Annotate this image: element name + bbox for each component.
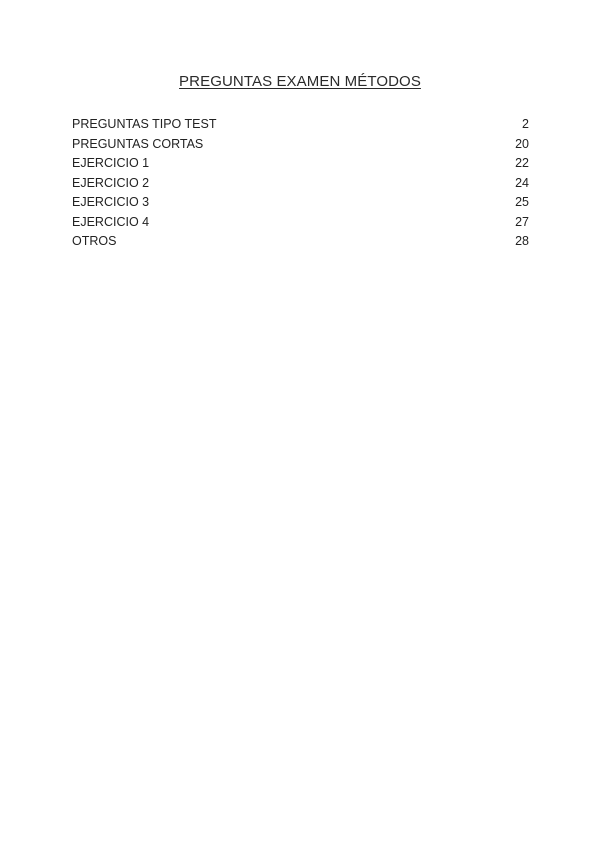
table-of-contents [72,117,529,254]
toc-entry-ejercicio-3[interactable] [72,195,529,215]
toc-entry-label: PREGUNTAS CORTAS [72,136,204,151]
toc-entry-ejercicio-4[interactable] [72,215,529,235]
toc-entry-label: PREGUNTAS TIPO TEST [72,117,217,131]
toc-entry-label: EJERCICIO 3 [72,195,150,209]
toc-entry-ejercicio-1[interactable] [72,156,529,176]
toc-entry-page-number: 2 [522,117,529,131]
toc-entry-page-number: 27 [515,214,529,229]
toc-entry-preguntas-cortas[interactable] [72,137,529,157]
toc-entry-preguntas-tipo-test[interactable] [72,117,529,137]
toc-entry-otros[interactable] [72,234,529,254]
toc-entry-page-number: 20 [515,136,529,151]
toc-entry-label: EJERCICIO 2 [72,175,150,190]
toc-entry-label: EJERCICIO 4 [72,214,150,229]
toc-entry-ejercicio-2[interactable] [72,176,529,196]
toc-entry-label: EJERCICIO 1 [72,156,150,170]
toc-entry-page-number: 25 [515,195,529,209]
toc-entry-page-number: 22 [515,156,529,170]
toc-entry-page-number: 28 [515,234,529,248]
document-title: PREGUNTAS EXAMEN MÉTODOS [179,73,421,90]
toc-entry-label: OTROS [72,234,117,248]
toc-entry-page-number: 24 [515,175,529,190]
